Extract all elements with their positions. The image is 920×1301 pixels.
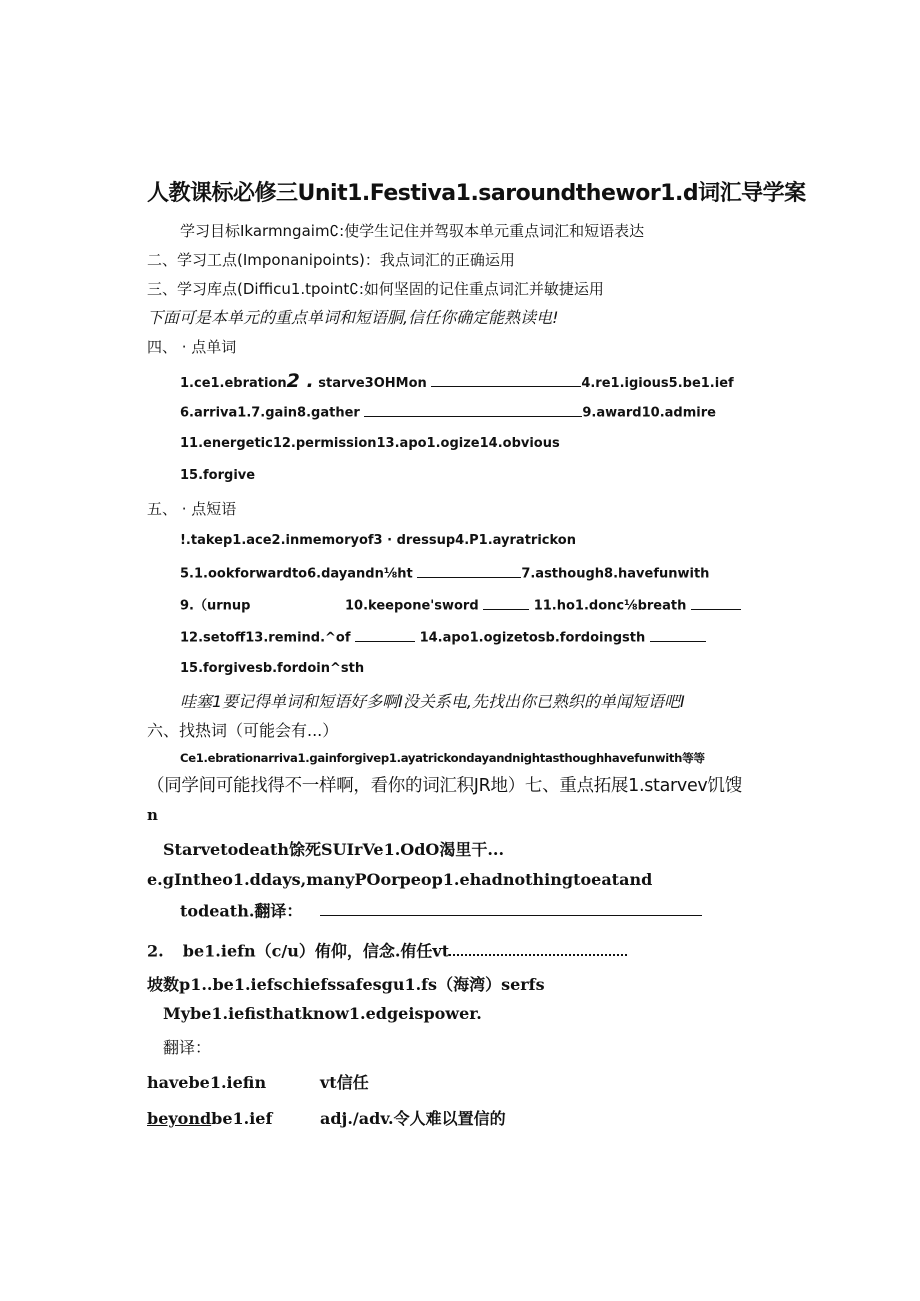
blank[interactable] xyxy=(355,629,415,642)
phrases-line-2-a: 5.1.ookforwardto6.dayandn⅛ht xyxy=(180,566,413,582)
words-line-1-a: 1.ce1.ebration xyxy=(180,376,287,391)
phrases-heading: 五、 · 点短语 xyxy=(147,500,237,518)
words-line-3: 11.energetic12.permission13.apo1.ogize14.obvious xyxy=(180,436,560,451)
words-heading: 四、 · 点单词 xyxy=(147,338,237,356)
blank[interactable] xyxy=(650,629,706,642)
words-line-2-a: 6.arriva1.7.gain8.gather xyxy=(180,405,360,421)
translation-input[interactable] xyxy=(320,901,702,916)
phrases-line-2 xyxy=(180,565,709,582)
words-line-1-big: 2 . xyxy=(286,370,314,392)
phrase-beyond-word: beyond xyxy=(147,1109,212,1128)
intro-sentence: 下面可是本单元的重点单词和短语胴,信任你确定能熟读电! xyxy=(147,308,559,327)
objective-key-points: 二、学习工点(Imponanipoints)：我点词汇的正确运用 xyxy=(147,251,515,269)
page-title: 人教课标必修三Unit1.Festiva1.saroundthewor1.d词汇导学案 xyxy=(147,181,806,206)
blank[interactable] xyxy=(417,565,521,578)
blank[interactable] xyxy=(483,597,529,610)
example-sentence: e.gIntheo1.ddays,manyPOorpeop1.ehadnothingtoeatand xyxy=(147,870,653,889)
phrase-beyond-belief xyxy=(147,1109,272,1128)
find-heading: 六、找热词（可能会有...） xyxy=(147,721,339,740)
phrase-belief-word: be1.ief xyxy=(211,1109,273,1128)
phrases-line-3-c: 11.ho1.donc⅛breath xyxy=(533,598,687,614)
todeath-translate xyxy=(180,901,702,921)
objective-goal: 学习目标Ikarmngaim∁:使学生记住并驾驭本单元重点词汇和短语表达 xyxy=(180,222,645,240)
motto-line: Mybe1.iefisthatknow1.edgeispower. xyxy=(163,1004,482,1023)
phrases-line-3-b: 10.keepone'sword xyxy=(345,598,479,614)
plural-line: 坡数p1..be1.iefschiefssafesgu1.fs（海湾）serfs xyxy=(147,975,545,994)
phrase-have-belief: havebe1.iefin xyxy=(147,1073,267,1092)
belief-num: 2. xyxy=(147,941,164,961)
starve-to-death: Starvetodeath馀死SUIrVe1.OdO渴里干... xyxy=(163,840,505,859)
phrases-line-2-b: 7.asthough8.havefunwith xyxy=(521,566,710,582)
words-line-2-b: 9.award10.admire xyxy=(582,405,716,421)
phrases-line-3 xyxy=(180,597,741,614)
belief-item xyxy=(147,940,627,961)
phrases-line-3-a: 9.（urnup xyxy=(180,598,251,614)
blank[interactable] xyxy=(431,374,581,387)
phrases-line-5: 15.forgivesb.fordoin^sth xyxy=(180,661,365,676)
phrases-line-4-a: 12.setoff13.remind.^of xyxy=(180,630,351,646)
belief-def: be1.iefn（c/u）侑仰，信念.侑任vt xyxy=(182,941,450,961)
translate-label: 翻译： xyxy=(163,1038,212,1057)
words-line-1-c: 4.re1.igious5.be1.ief xyxy=(581,376,734,391)
prompt-sentence: 哇塞1要记得单词和短语好多啊I没关系电,先找出你已熟织的单闻短语吧I xyxy=(180,692,685,711)
phrases-line-4-b: 14.apo1.ogizetosb.fordoingsth xyxy=(419,630,646,646)
find-words: Ce1.ebrationarriva1.gainforgivep1.ayatrickondayandnightasthoughhavefunwith等等 xyxy=(180,751,705,765)
words-line-1-b: starve3OHMon xyxy=(313,376,427,391)
blank[interactable] xyxy=(691,597,741,610)
phrase-beyond-belief-cn: adj./adv.令人难以置信的 xyxy=(320,1109,506,1128)
phrases-line-1: !.takep1.ace2.inmemoryof3 · dressup4.P1.ayratrickon xyxy=(180,533,576,548)
phrases-line-4 xyxy=(180,629,706,646)
blank[interactable] xyxy=(364,404,582,417)
find-note-cont: n xyxy=(147,806,158,824)
find-note: （同学间可能找得不一样啊，看你的词汇积JR地）七、重点拓展1.starvev饥馊 xyxy=(147,776,742,796)
phrase-have-belief-cn: vt信任 xyxy=(320,1073,369,1092)
words-line-2 xyxy=(180,404,716,421)
objective-difficulties: 三、学习库点(Difficu1.tpoint∁:如何坚固的记住重点词汇并敏捷运用 xyxy=(147,280,604,298)
words-line-4: 15.forgive xyxy=(180,468,256,483)
belief-blank[interactable] xyxy=(449,940,627,956)
todeath-label: todeath.翻译： xyxy=(180,901,303,921)
words-line-1 xyxy=(180,370,734,393)
